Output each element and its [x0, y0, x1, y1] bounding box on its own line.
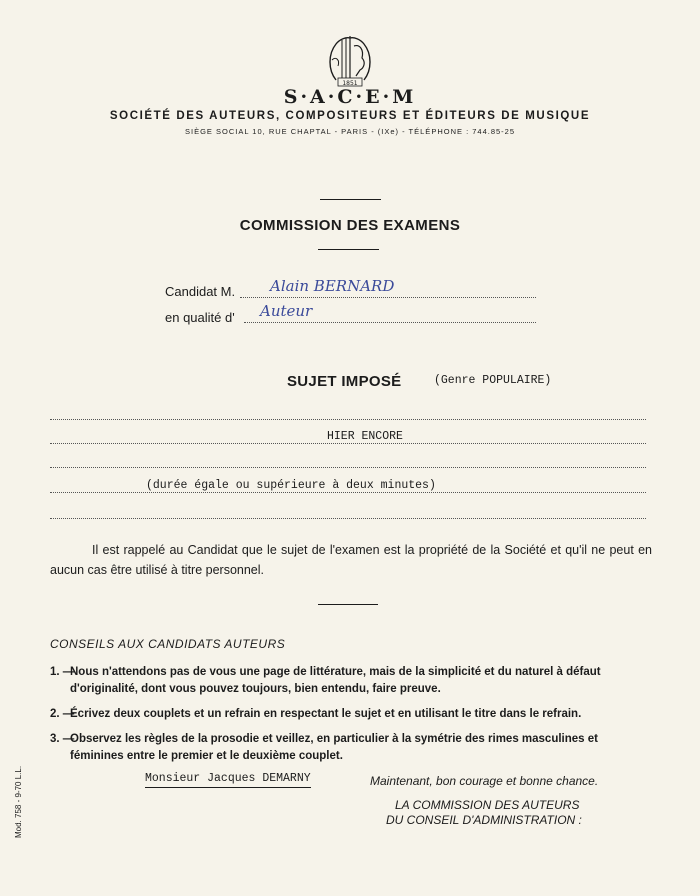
subject-line [50, 491, 646, 493]
commission-line-1: LA COMMISSION DES AUTEURS [395, 798, 580, 812]
song-title: HIER ENCORE [327, 430, 403, 443]
divider [318, 604, 378, 605]
sacem-logo-icon [318, 30, 382, 90]
subject-line [50, 442, 646, 444]
advice-text: Nous n'attendons pas de vous une page de littérature, mais de la simplicité et du naturel à défaut d'originalité, dont vous pouvez toujours, bien entendu, faire preuve. [70, 666, 601, 695]
closing-text: Maintenant, bon courage et bonne chance. [370, 774, 599, 788]
commission-line-2: DU CONSEIL D'ADMINISTRATION : [386, 813, 582, 827]
page-title: COMMISSION DES EXAMENS [239, 217, 461, 234]
advice-text: Observez les règles de la prosodie et veillez, en particulier à la symétrie des rimes masculines et féminines entre le premier et le deuxième couplet. [70, 733, 598, 762]
society-name: SOCIÉTÉ DES AUTEURS, COMPOSITEURS ET ÉDITEURS DE MUSIQUE [109, 110, 591, 122]
reminder-paragraph: Il est rappelé au Candidat que le sujet de l'examen est la propriété de la Société et qu'il ne peut en aucun cas être utilisé à titre personnel. [50, 543, 652, 577]
examiner-name: Monsieur Jacques DEMARNY [145, 772, 311, 788]
subject-line [50, 418, 646, 420]
advice-item [50, 706, 652, 723]
brand-acronym: S·A·C·E·M [283, 86, 417, 108]
form-code: Mod. 758 - 9-70 L.L. [14, 765, 23, 838]
subject-line [50, 466, 646, 468]
logo-year: 1851 [342, 80, 358, 87]
candidate-name-value: Alain BERNARD [270, 277, 395, 295]
candidate-name-line [240, 296, 536, 298]
advice-number: 1. — [50, 666, 75, 678]
divider [320, 199, 381, 200]
subject-label: SUJET IMPOSÉ [287, 373, 402, 390]
candidate-label: Candidat M. [165, 284, 236, 299]
quality-value: Auteur [260, 302, 313, 320]
advice-title: CONSEILS AUX CANDIDATS AUTEURS [50, 637, 286, 651]
advice-number: 2. — [50, 708, 75, 720]
subject-genre: (Genre POPULAIRE) [434, 374, 552, 387]
society-address: SIÈGE SOCIAL 10, RUE CHAPTAL - PARIS - (IXe) - TÉLÉPHONE : 744.85-25 [184, 127, 516, 136]
divider [318, 249, 379, 250]
advice-text: Écrivez deux couplets et un refrain en respectant le sujet et en utilisant le titre dans le refrain. [70, 708, 582, 720]
quality-label: en qualité d' [165, 310, 235, 325]
duration-note: (durée égale ou supérieure à deux minutes) [146, 479, 436, 492]
advice-number: 3. — [50, 733, 75, 745]
advice-item [50, 664, 652, 698]
subject-line [50, 517, 646, 519]
advice-item [50, 731, 652, 765]
quality-line [244, 321, 536, 323]
